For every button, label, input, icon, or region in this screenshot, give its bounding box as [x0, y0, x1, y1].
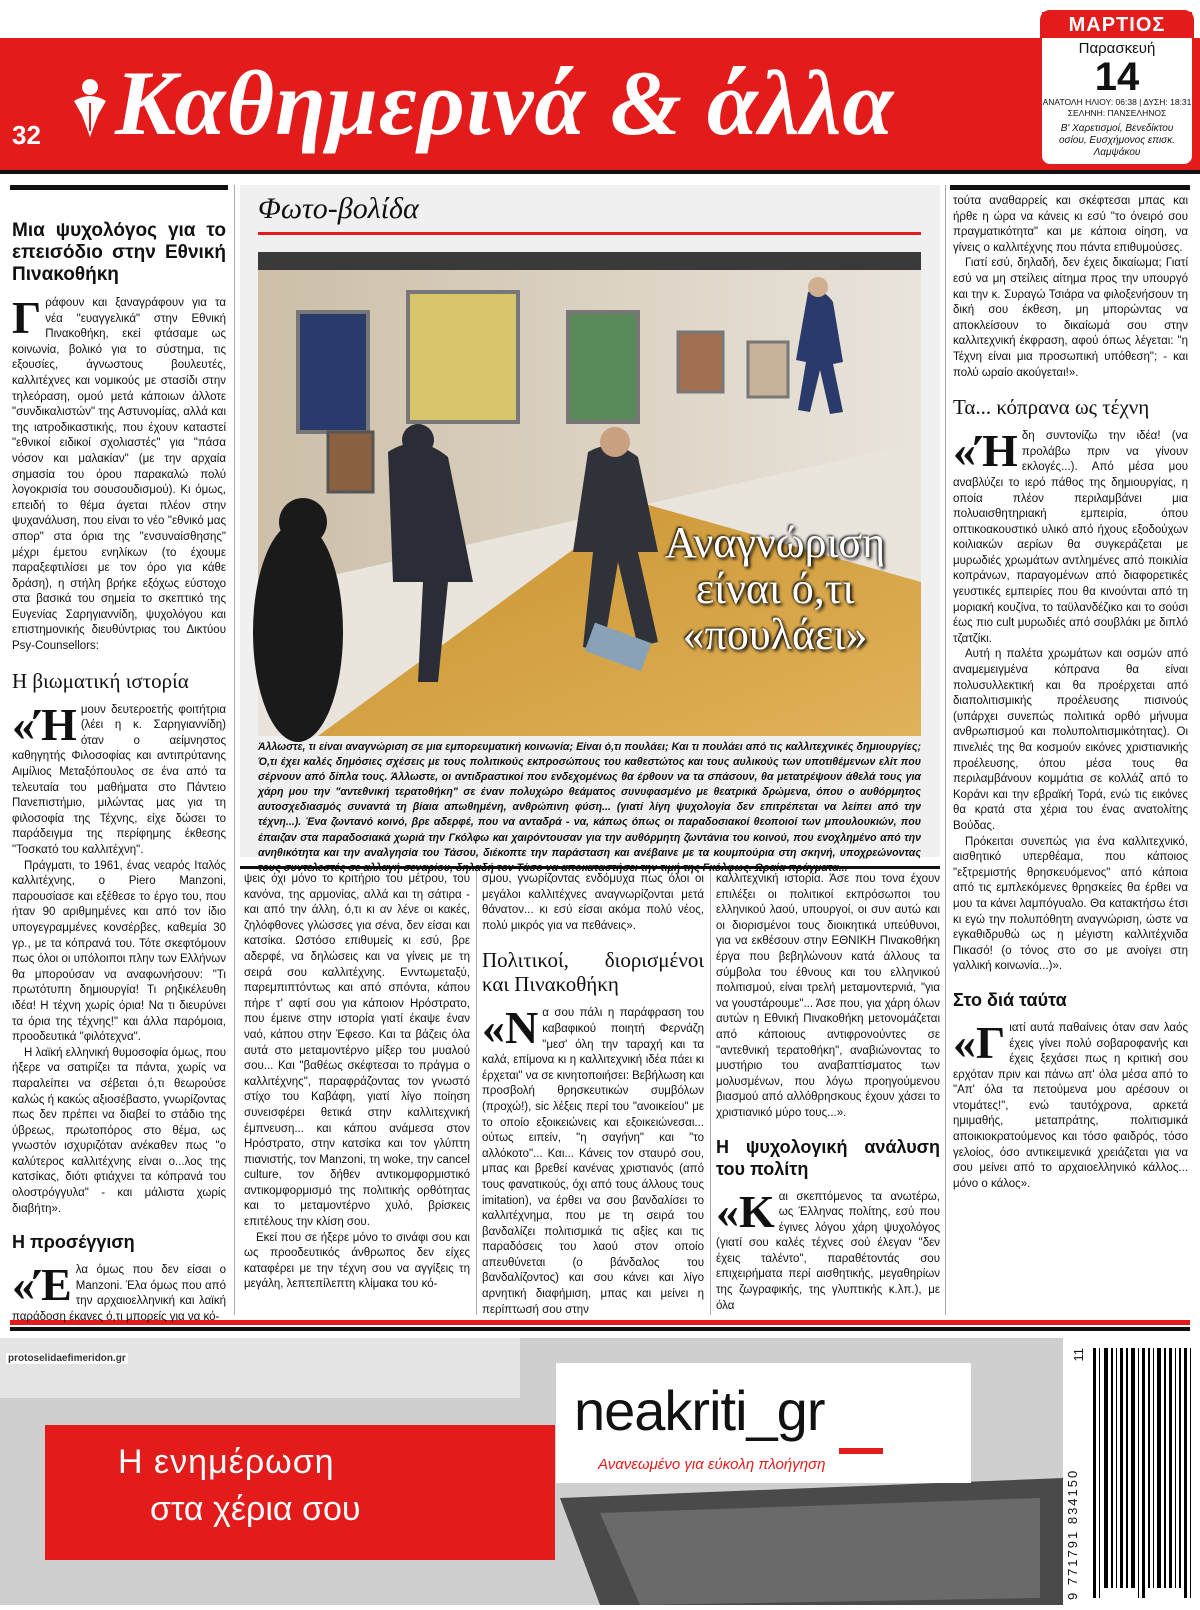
column-divider [710, 870, 711, 1315]
drop-cap: «Ή [12, 698, 77, 750]
right-article-column [953, 194, 1188, 1315]
photo-headline [630, 520, 920, 658]
photo-headline-line: Αναγνώριση [664, 518, 886, 567]
date-day: 14 [1094, 55, 1140, 99]
paragraph: Γιατί εσύ, δηλαδή, δεν έχεις δικαίωμα; Γιατί εσύ να μη στείλεις αίτημα προς την υπουργό και την κ. Συραγώ Τσιάρα να φιλοξενήσουν τη δική σου έκθεση, μη μπορώντας να αποκλείσουν το δικαίωμά σου στην καλλιτεχνική έκφραση, αφού όπως λέγεται: "η Τέχνη είναι μια προσωπική υπόθεση"; - και πολύ ωραίο ακούγεται!». [953, 257, 1188, 379]
paragraph: Πράγματι, το 1961, ένας νεαρός Ιταλός καλλιτέχνης, ο Piero Manzoni, παρουσίασε και εξέθεσε το έργο του, που ήταν 90 αριθμημένες και από τον ίδιο υπογεγραμμένες κονσέρβες, καθεμία 30 γρ., με τα κόπρανά του. Τότε σκεφτόμουν πως όλοι οι υπόλοιποι πλην των Ελλήνων θα μπορούσαν να αναφωνήσουν: "Τι πρωτότυπη δημιουργία! Τι ρηξικέλευθη ιδέα! Η τέχνη χωρίς όρια! Να τι διευρύνει τα όρια της τέχνης!" και άλλα παρόμοια, προοδευτικά "φιλότεχνα". [12, 859, 226, 1044]
ad-tagline: Η ενημέρωση [118, 1443, 335, 1481]
ad-subtitle: Ανανεωμένο για εύκολη πλοήγηση [598, 1456, 826, 1473]
paragraph: σμου, γνωρίζοντας ενδόμυχα πως όλοι οι μεγάλοι καλλιτέχνες αναγνωρίζονται μετά θάνατον... κι εσύ είσαι ακόμα πολύ νέος, πολύ μικρός για να πεθάνεις». [482, 873, 704, 932]
footer-rule-dark [10, 1327, 1190, 1331]
subheading: Τα... κόπρανα ως τέχνη [953, 395, 1150, 420]
paragraph: λα όμως που δεν είσαι ο Manzoni. Έλα όμως που από την αρχαιοελληνική και λαϊκή παράδοση έκανες ό,τι μπορείς για να κό- [12, 1264, 226, 1324]
pen-nib-icon [60, 75, 120, 145]
gallery-scene-illustration [258, 252, 921, 736]
paragraph: Πρόκειται συνεπώς για ένα καλλιτεχνικό, αισθητικό υπερθέαμα, που κάποιος "εξτρεμιστής θρησκευόμενος" από κάποια από τις εμπλεκόμενες θρησκείες θα έρθει να μου τα κάνει λαμπόγυαλο. Θα κατακτήσω έτσι κι εγώ την πολυπόθητη αναγνώριση, ώστε να εγκαθιδρυθώ ως η μέγιστη καλλιτέχνιδα Πικασό! (ο τόνος στο σο με ανοίγει στη γαλλική κοινωνία...)». [953, 835, 1188, 973]
paragraph: αι σκεπτόμενος τα ανωτέρω, ως Έλληνας πολίτης, εσύ που έγινες λόγου χάρη ψυχολόγος (γιατί σου καλές τέχνες σού έλεγαν "δεν έχεις ταλέντο", παραθέτοντάς σου επιχειρήματα περί αισθητικής, μεγαθηρίων της ζωγραφικής, της γλυπτικής κ.λπ.), με όλα [716, 1190, 940, 1312]
gallery-photo [258, 252, 921, 736]
subheading: Πολιτικοί, διορισμένοι και Πινακοθήκη [482, 948, 704, 997]
drop-cap: «Κ [716, 1185, 775, 1237]
neakriti-logo[interactable]: neakriti_gr [574, 1379, 825, 1442]
feature-label: Φωτο-βολίδα [258, 192, 419, 225]
paragraph: δη συντονίζω την ιδέα! (να προλάβω πριν να γίνουν εκλογές...). Από μέσα μου αναβλύζει το ιερό πάθος της δημιουργίας, η οποία πλέον περιλαμβάνει μια πολυαισθητηριακή εμπειρία, όπου οπτικοακουστικό υλικό από ήχους εξοδούχων κοιλιακών αερίων θα συγκεράζεται με μυρωδιές χρωμάτων αντλημένες από ποικιλία κοπράνων, παραγομένων από διαφορετικές γευστικές εμπειρίες που θα κινούνται από τη μοριακή κουζίνα, το ταϋλανδέζικο και το σούσι έως πιο cult μυρωδιές από σουβλάκι με διπλό τζατζίκι. [953, 430, 1188, 645]
barcode-number: 9 771791 834150 [1065, 1468, 1080, 1600]
paragraph: καλλιτεχνική ιστορία. Άσε που τονα έχουν επιλέξει οι πολιτικοί εκπρόσωποι του ελληνικού λαού, υπουργοί, οι συν αυτώ και οι διορισμένοι τους διοικητικά υπεύθυνοι, για να εκθέσουν στην ΕΘΝΙΚΗ Πινακοθήκη έργα που βεβηλώνουν κατά άλλους τα σύμβολα του έθνους και του ελληνικού πολιτισμού, είναι τρελή μεταμοντερνιά, "για να γουστάρουμε"... Άσε που, για χάρη όλων αυτών η Εθνική Πινακοθήκη μετονομάζεται από κάποιους αντιφρονούντες σε "αντεθνική τερατοθήκη", αναβιώνοντας το μυστήριο του αναβαπτίσματος των μολυσμένων, που λόγω προηγούμενου βιασμού από αλλόθρησκους έχουν χάσει το χριστιανικό μύρο τους...». [716, 873, 940, 1119]
article-column-3 [482, 872, 704, 1315]
date-box [1040, 10, 1194, 166]
feature-rule [258, 232, 921, 235]
column-rule [10, 185, 228, 190]
paragraph: Αυτή η παλέτα χρωμάτων και οσμών από αναμεμειγμένα κόπρανα θα είναι πολυσυλλεκτική και θα προέρχεται από διαπολιτισμικής προέλευσης πισινούς (υπάρχει συνεπώς πολιτικά ορθό μήνυμα ανθρωπισμού και πολυπολιτισμικότητας). Οι πινελιές της θα κοσμούν εικόνες χριστιανικής προέλευσης, όπου μέσα τους θα περιλαμβάνουν κομμάτια σε κολλάζ από το Κοράνι και την εβραϊκή Τορά, ενώ τις εικόνες θα κρατά στα χέρια του ένας ανατολίτης Βούδας. [953, 648, 1188, 832]
subheading: Η προσέγγιση [12, 1232, 135, 1253]
drop-cap: «Έ [12, 1259, 72, 1311]
column-divider [945, 185, 946, 1315]
name-days: Β' Χαρετισμοί, Βενεδίκτου οσίου, Ευσχήμονος επισκ. Λαμψάκου [1058, 123, 1175, 158]
subheading: Η βιωματική ιστορία [12, 668, 189, 693]
moon-phase: ΣΕΛΗΝΗ: ΠΑΝΣΕΛΗΝΟΣ [1067, 108, 1167, 118]
ad-tagline: στα χέρια σου [150, 1490, 361, 1528]
paragraph: τούτα αναθαρρείς και σκέφτεσαι μπας και ήρθε η ώρα να κάνεις κι εσύ "το όνειρό σου πραγματικότητα" και με κάποια οίηση, να γίνεις ο καλλιτέχνης που πάντα επιθυμούσες. [953, 195, 1188, 254]
barcode-icon [1063, 1338, 1200, 1605]
article-column-4 [716, 872, 940, 1315]
drop-cap: «Ν [482, 1002, 539, 1054]
date-weekday: Παρασκευή [1078, 40, 1156, 57]
photo-headline-line: «πουλάει» [682, 610, 868, 659]
column-divider [476, 870, 477, 1315]
paragraph: α σου πάλι η παράφραση του καβαφικού ποιητή Φερνάζη "μεσ' όλη την ταραχή και τα καλά, επίμονα κι η καλλιτεχνική ιδέα πάει κι έρχεται" να σε κινητοποιήσει: Βεβήλωση και προσβολή θρησκευτικών συμβόλων (προχώ!), sic λέξεις περί του "ανοικείου" με το οποίο εξοικειώνεις και εξοικειώνεσαι... ούτως ειπείν, "η σαγήνη" και "το αλλόκοτο"... Και... Κάνεις τον σταυρό σου, μπας και βρεθεί κανένας χριστιανός (από τους φανατικούς, όχι από τους άλλους τους imitation), να έρθει να σου βανδαλίσει το καλλιτέχνημα, που με τη σειρά του βανδαλίζει πολιτισμικά τις αξίες και τις παραδόσεις του λαού στον οποίο απευθύνεται (ο βάνδαλος του βανδαλίζοντος) και σου κάνει και λίγο αρνητική διαφήμιση, μπας και μείνει η περίπτωσή σου στην [482, 1007, 704, 1316]
paragraph: ράφουν και ξαναγράφουν για τα νέα "ευαγγελικά" στην Εθνική Πινακοθήκη, εκεί φτάσαμε ως κοινωνία, βολικό για το σύστημα, τις εξουσίες, άγνωστους βουλευτές, καλλιτέχνες και νομικούς με στασίδι στην τηλεόραση, ομού μετά κάποιων άλλοτε "συνδικαλιστών" της Αστυνομίας, αλλά και της ιατροδικαστικής, που έχουν καταστεί "εθνικοί ειδικοί σχολιαστές" για "πάσα νόσον και μαλακίαν" (με την αρχαία σημασία του όρου παρακαλώ πολύ λογοκρισία του σουσουδισμού). Κι όμως, επειδή το θέμα άγεται πλέον στην ψυχανάλυση, που είναι το νέο "εθνικό μας σπορ" στα όρια της "ενσυναίσθησης" μέχρι έμετου ενηλίκων (το έχουμε παραξεφτιλίσει με τον όρο για κάθε δράση), η στήλη βρήκε εξόχως εύστοχο στα βασικά του σημεία το σκεπτικό της Ευγενίας Σαρηγιαννίδη, ψυχολόγου και επιστημονικής διευθύντριας του Δικτύου Psy-Counsellors: [12, 297, 226, 653]
logo-underscore [839, 1448, 883, 1454]
subheading: Η ψυχολογική ανάλυση του πολίτη [716, 1136, 940, 1179]
paragraph: Η λαϊκή ελληνική θυμοσοφία όμως, που ήξερε να σατιρίζει τα πάντα, χωρίς να παραλείπει να σέβεται ό,τι θεωρούσε καλώς ή κακώς αξιοσέβαστο, γνωρίζοντας πως δεν πρέπει να διαβεί το στάδιο της ύβρεως, πρωτοπόρος στο θέμα, ως γνωστόν ισχυριζόταν ανέκαθεν πως "ο καλύτερος καλλιτέχνης είναι ο...λος της κατσίκας, διότι φτιάχνει τα κόπρανά του ολοστρόγγυλα" - και μάλιστα χωρίς διαβήτη». [12, 1046, 226, 1215]
sunrise-sunset: ΑΝΑΤΟΛΗ ΗΛΙΟΥ: 06:38 | ΔΥΣΗ: 18:31 [1042, 97, 1192, 107]
drop-cap: «Ή [953, 425, 1018, 477]
photo-caption: Άλλωστε, τι είναι αναγνώριση σε μια εμπορευματική κοινωνία; Είναι ό,τι πουλάει; Και τι πουλάει από τις καλλιτεχνικές δημιουργίες; Ό,τι έχει καλές δημόσιες σχέσεις με τους πολιτικούς εκπροσώπους του καθεστώτος και τους αυλικούς των υποτιθέμενων ελίτ που σέρνουν από δίπλα τους. Άλλωστε, οι αντιδραστικοί που ενδεχομένως θα έρθουν να τα σπάσουν, θα μετατρέψουν άθελά τους για χάρη μου την "αντεθνική τερατοθήκη" σε έναν πολυχώρο θεάματος συνυφασμένο με θεατρικά δρώμενα, όπου ο αυθόρμητος αυτοσχεδιασμός συναντά τη βίαια απωθημένη, ανθρώπινη φύση... (γιατί λίγη ψυχολογία δεν επιτρέπεται να λείπει από την τέχνη...). Ένα ζωντανό κοινό, βρε αδερφέ, που να ανταδρά - να, κάπως όπως οι παραδοσιακοί θεοποιοί των μπουλουκιών, που έπαιζαν στα παραδοσιακά χωριά την Γκόλφω και χαιρόντουσαν για την αυθόρμητη ζωντάνια του κοινού, που ενοχλημένο από την ανηθικότητα και την αναλγησία του Τάσου, διέκοπτε την παράσταση και ανέβαινε με τα κουμπούρια στη σκηνή, υποχρεώνοντας τους συντελεστές σε αλλαγή σεναρίου, δηλαδή τον Τάσο να αποκαταστήσει την τιμή της Γκόλφως. Ωραία πράγματα... [258, 741, 921, 874]
paragraph: Εκεί που σε ήξερε μόνο το σινάφι σου και ως προοδευτικός άνθρωπος δεν είχες καταφέρει με την τέχνη σου να αγγίξεις τη μεγάλη, λεπτεπίλεπτη κλίμακα του κό- [244, 1231, 470, 1291]
watermark: protoselidaefimeridon.gr [8, 1353, 126, 1364]
page-number: 32 [12, 120, 41, 150]
paragraph: ψεις όχι μόνο το κριτήριο του μέτρου, του κανόνα, της αρμονίας, αλλά και τη σάτιρα - και από την άλλη, ό,τι κι αν λένε οι κακές, ζηλόφθονες γλώσσες για σένα, δεν είσαι και κατσίκα. Ωστόσο επιθυμείς κι εσύ, βρε αδερφέ, να δηλώσεις και να γίνεις με τη σειρά σου καλλιτέχνης. Ενντωμεταξύ, παρεμπιπτόντως και από σπόντα, κάπου πήρε τ' αφτί σου για κάποιον Ηρόστρατο, που έμεινε στην ιστορία γιατί έκαψε έναν ναό, κάπου στην Έφεσο. Και τα βάζεις όλα αυτά στο μεταμοντέρνο μίξερ του μυαλού σου... Και "βαθέως σκέφτεσαι το πράγμα ο καλλιτέχνης", παραφράζοντας τον γνωστό στίχο του Καβάφη, γιατί λίγο ποίηση συνεισφέρει θετικά στην καλλιτεχνική έμπνευση... και κάπου ανάμεσα στον Ηρόστρατο, στην κατσίκα και τον γλύπτη πιανιστής, τον Manzoni, τη woke, την cancel culture, τον δήθεν αντικομφορμιστικό αντικομφορμισμό της πολιτικής ορθότητας και το μεταμοντέρνο χυλό, βρίσκεις επιτέλους την κλίση σου. [244, 873, 470, 1229]
paragraph: ιατί αυτά παθαίνεις όταν σαν λαός έχεις γίνει πολύ σοβαροφανής και έχεις ξεχάσει πως η κριτική σου ερχόταν πριν και πάνω απ' όλα μέσα από το "Απ' όλα τα πετούμενα μου αρέσουν οι ντομάτες!", ενώ ταυτόχρονα, αρκετά ημιμαθής, μεταπράτης, πολιτισμικά αποικιοκρατούμενος και τόσο φαιδρός, τόσο γελοίος, όσο αντικειμενικά χρειάζεται για να σου μείνει από το αρχαιοελληνικό κάλλος... μόνο ο κάλος». [953, 1021, 1188, 1190]
header-rule [0, 170, 1200, 174]
photo-headline-line: είναι ό,τι [695, 564, 855, 613]
section-title: Καθημερινά & άλλα [115, 52, 895, 154]
drop-cap: «Γ [953, 1016, 1006, 1068]
subheading: Στο διά ταύτα [953, 989, 1067, 1010]
column-rule [950, 185, 1190, 190]
article-column-2 [244, 872, 470, 1315]
barcode-panel [1063, 1338, 1200, 1605]
drop-cap: Γ [12, 292, 42, 343]
article-headline: Μια ψυχολόγος για το επεισόδιο στην Εθνική Πινακοθήκη [12, 220, 226, 285]
issue-code: 11 [1071, 1348, 1086, 1362]
column-divider [234, 185, 235, 1315]
paragraph: μουν δευτεροετής φοιτήτρια (λέει η κ. Σαρηγιαννίδη) όταν ο αείμνηστος καθηγητής Φιλοσοφίας και αντιπρύτανης Αιμίλιος Μεταξόπουλος σε ένα από τα τελευταία του μαθήματα στο Πάντειο Πανεπιστήμιο, μιλώντας μας για τη φιλοσοφία της Τέχνης, είχε δώσει το παράδειγμα της περίφημης έκθεσης "Τοσκατό του καλλιτέχνη". [12, 703, 226, 856]
date-month: ΜΑΡΤΙΟΣ [1042, 12, 1192, 38]
left-article-column [12, 220, 226, 1324]
